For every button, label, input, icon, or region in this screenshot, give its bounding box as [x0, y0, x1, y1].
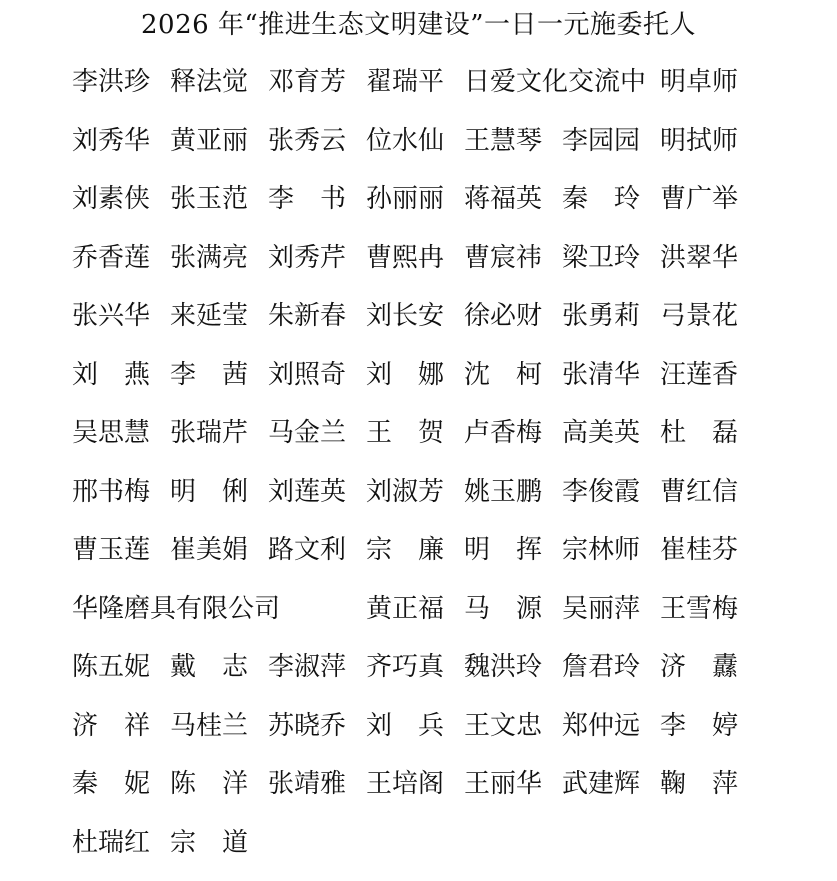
donor-name: 孙丽丽	[366, 184, 445, 214]
donor-name: 释法觉	[170, 67, 249, 97]
donor-name: 张勇莉	[562, 301, 641, 331]
donor-name: 济 纛	[660, 652, 739, 682]
donor-name: 华隆磨具有限公司	[72, 593, 281, 624]
donor-name: 李洪珍	[72, 67, 151, 97]
donor-name: 曹玉莲	[72, 535, 151, 565]
donor-name: 邢书梅	[72, 476, 151, 507]
donor-name: 刘素侠	[72, 184, 151, 214]
donor-name: 明卓师	[660, 67, 739, 97]
donor-name: 曹宸祎	[464, 242, 543, 273]
donor-name: 齐巧真	[366, 652, 445, 682]
donor-name: 沈 柯	[464, 359, 543, 390]
donor-name: 张瑞芹	[170, 418, 249, 448]
donor-name: 刘长安	[366, 301, 445, 331]
donor-name: 明 俐	[170, 476, 249, 507]
donor-name: 刘照奇	[268, 359, 347, 390]
donor-name: 曹广举	[660, 184, 739, 214]
donor-name: 宗 道	[170, 827, 249, 858]
donor-name: 王雪梅	[660, 593, 739, 624]
donor-name: 梁卫玲	[562, 242, 641, 273]
donor-name: 明 挥	[464, 535, 543, 565]
donor-name: 崔美娟	[170, 535, 249, 565]
donor-name: 崔桂芬	[660, 535, 739, 565]
donor-name: 洪翠华	[660, 242, 739, 273]
donor-name: 李 书	[268, 184, 347, 214]
donor-name: 戴 志	[170, 652, 249, 682]
donor-name: 翟瑞平	[366, 67, 445, 97]
donor-name: 王文忠	[464, 710, 543, 741]
donor-name: 日爱文化交流中	[464, 67, 647, 97]
donor-name: 朱新春	[268, 301, 347, 331]
donor-name: 王 贺	[366, 418, 445, 448]
donor-name: 黄正福	[366, 593, 445, 624]
donor-name: 路文利	[268, 535, 347, 565]
donor-name: 马 源	[464, 593, 543, 624]
donor-name: 陈 洋	[170, 769, 249, 799]
donor-name: 吴丽萍	[562, 593, 641, 624]
donor-name: 黄亚丽	[170, 125, 249, 156]
donor-name: 刘秀芹	[268, 242, 347, 273]
donor-name: 济 祥	[72, 710, 151, 741]
donor-name: 李 婷	[660, 710, 739, 741]
donor-name: 鞠 萍	[660, 769, 739, 799]
donor-name: 李俊霞	[562, 476, 641, 507]
donor-name: 王培阁	[366, 769, 445, 799]
donor-name: 武建辉	[562, 769, 641, 799]
donor-name: 刘 燕	[72, 359, 151, 390]
donor-name: 秦 妮	[72, 769, 151, 799]
donor-name: 刘 兵	[366, 710, 445, 741]
donor-name: 张清华	[562, 359, 641, 390]
donor-name: 吴思慧	[72, 418, 151, 448]
donor-name: 卢香梅	[464, 418, 543, 448]
donor-name: 张靖雅	[268, 769, 347, 799]
donor-name: 张玉范	[170, 184, 249, 214]
donor-name: 徐必财	[464, 301, 543, 331]
donor-name: 蒋福英	[464, 184, 543, 214]
donor-name: 来延莹	[170, 301, 249, 331]
donor-name: 王慧琴	[464, 125, 543, 156]
donor-name: 位水仙	[366, 125, 445, 156]
donor-name: 曹熙冉	[366, 242, 445, 273]
donor-name: 李 茜	[170, 359, 249, 390]
donor-name: 李淑萍	[268, 652, 347, 682]
donor-name: 明拭师	[660, 125, 739, 156]
donor-name: 张秀云	[268, 125, 347, 156]
donor-name: 刘淑芳	[366, 476, 445, 507]
donor-name: 宗林师	[562, 535, 641, 565]
donor-name: 陈五妮	[72, 652, 151, 682]
donor-name: 弓景花	[660, 301, 739, 331]
donor-name: 秦 玲	[562, 184, 641, 214]
donor-name: 魏洪玲	[464, 652, 543, 682]
donor-name: 詹君玲	[562, 652, 641, 682]
donor-name: 苏晓乔	[268, 710, 347, 741]
donor-name: 张满亮	[170, 242, 249, 273]
donor-name: 刘秀华	[72, 125, 151, 156]
donor-name: 刘 娜	[366, 359, 445, 390]
donor-name: 曹红信	[660, 476, 739, 507]
donor-name: 邓育芳	[268, 67, 347, 97]
donor-name: 杜 磊	[660, 418, 739, 448]
donor-name: 李园园	[562, 125, 641, 156]
donor-name: 马金兰	[268, 418, 347, 448]
donor-name: 高美英	[562, 418, 641, 448]
donor-name: 刘莲英	[268, 476, 347, 507]
donor-name: 汪莲香	[660, 359, 739, 390]
donor-name: 郑仲远	[562, 710, 641, 741]
donor-name: 宗 廉	[366, 535, 445, 565]
donor-name: 乔香莲	[72, 242, 151, 273]
donor-name: 姚玉鹏	[464, 476, 543, 507]
page-title: 2026 年“推进生态文明建设”一日一元施委托人	[140, 10, 697, 40]
donor-name: 杜瑞红	[72, 827, 151, 858]
donor-name: 张兴华	[72, 301, 151, 331]
donor-name: 王丽华	[464, 769, 543, 799]
donor-name: 马桂兰	[170, 710, 249, 741]
